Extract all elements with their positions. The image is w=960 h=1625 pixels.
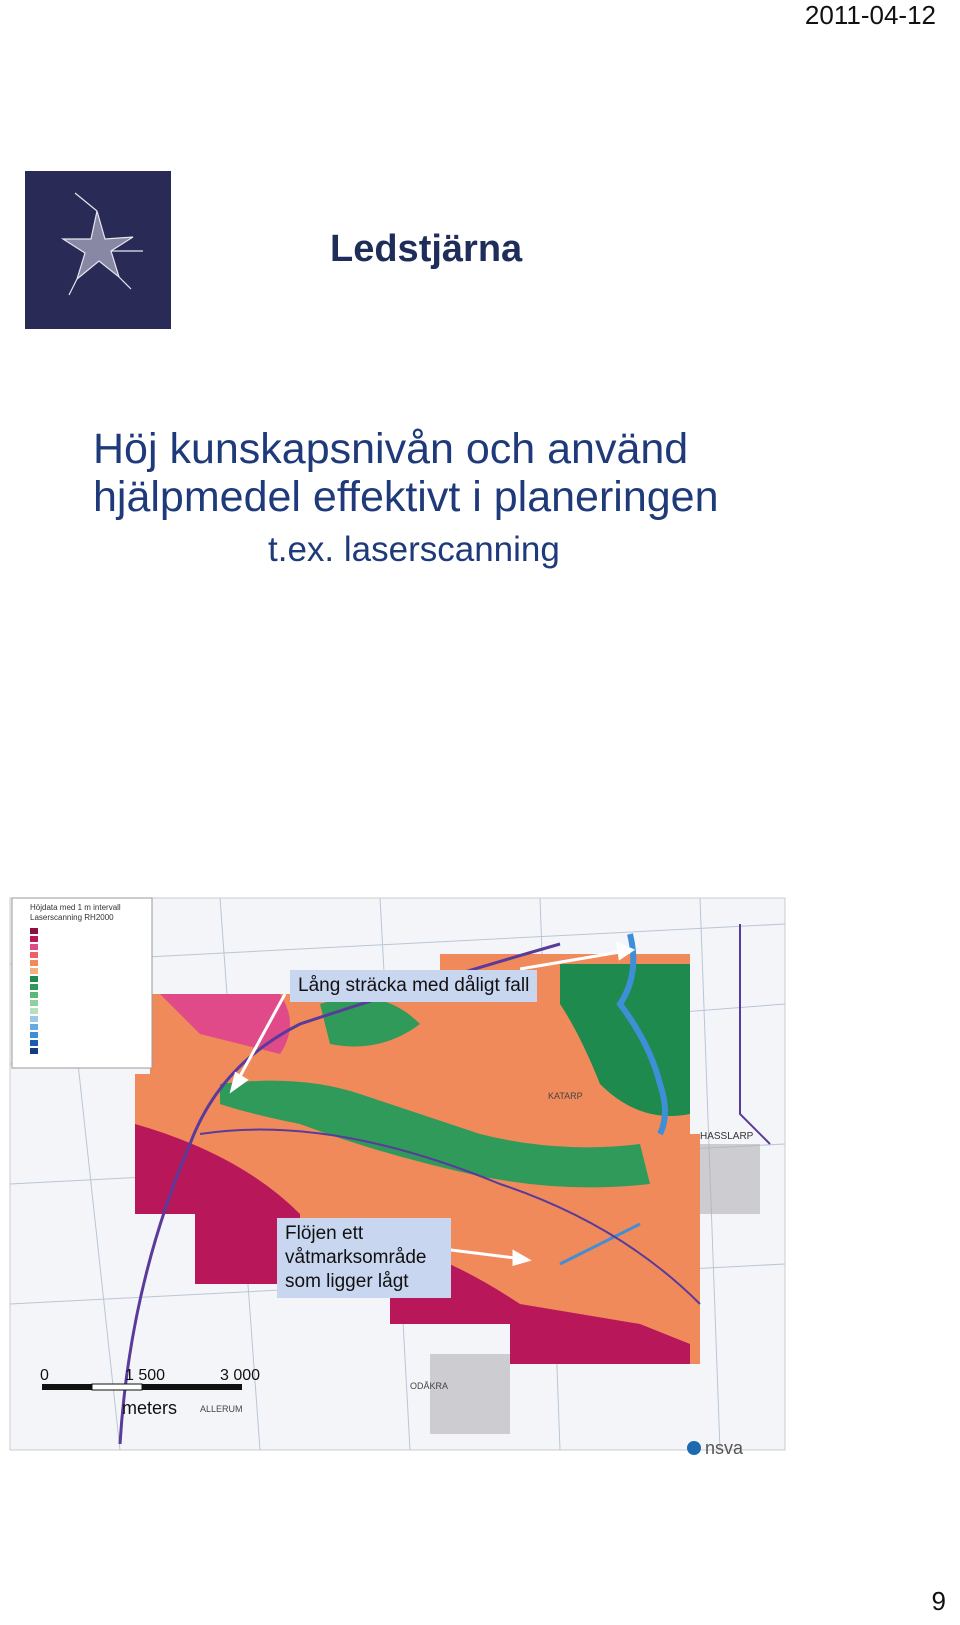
logo <box>25 171 171 329</box>
scale-label-1500: 1 500 <box>125 1367 166 1384</box>
legend-title-2: Laserscanning RH2000 <box>30 913 114 922</box>
slide-subheading: t.ex. laserscanning <box>268 530 560 569</box>
slide-date: 2011-04-12 <box>804 0 936 30</box>
page-number: 9 <box>931 1586 946 1616</box>
scale-label-0: 0 <box>40 1367 49 1384</box>
scale-label-3000: 3 000 <box>220 1367 261 1384</box>
slide-title: Ledstjärna <box>330 228 523 270</box>
heading-line-2: hjälpmedel effektivt i planeringen <box>93 473 719 521</box>
brand-logo: nsva <box>705 1438 744 1458</box>
star-icon <box>25 171 171 329</box>
heading-line-1: Höj kunskapsnivån och använd <box>93 425 689 473</box>
legend-title-1: Höjdata med 1 m intervall <box>30 903 121 912</box>
place-hasslarp: HASSLARP <box>700 1131 754 1142</box>
scale-unit: meters <box>122 1398 178 1418</box>
callout-long-stretch: Lång sträcka med dåligt fall <box>290 970 537 1002</box>
place-allerum: ALLERUM <box>200 1404 243 1414</box>
place-odakra: ODÅKRA <box>410 1381 449 1391</box>
place-katarp: KATARP <box>548 1091 583 1101</box>
callout-flojen: Flöjen ett våtmarksområde som ligger lågt <box>277 1218 451 1298</box>
slide-heading <box>93 425 719 521</box>
